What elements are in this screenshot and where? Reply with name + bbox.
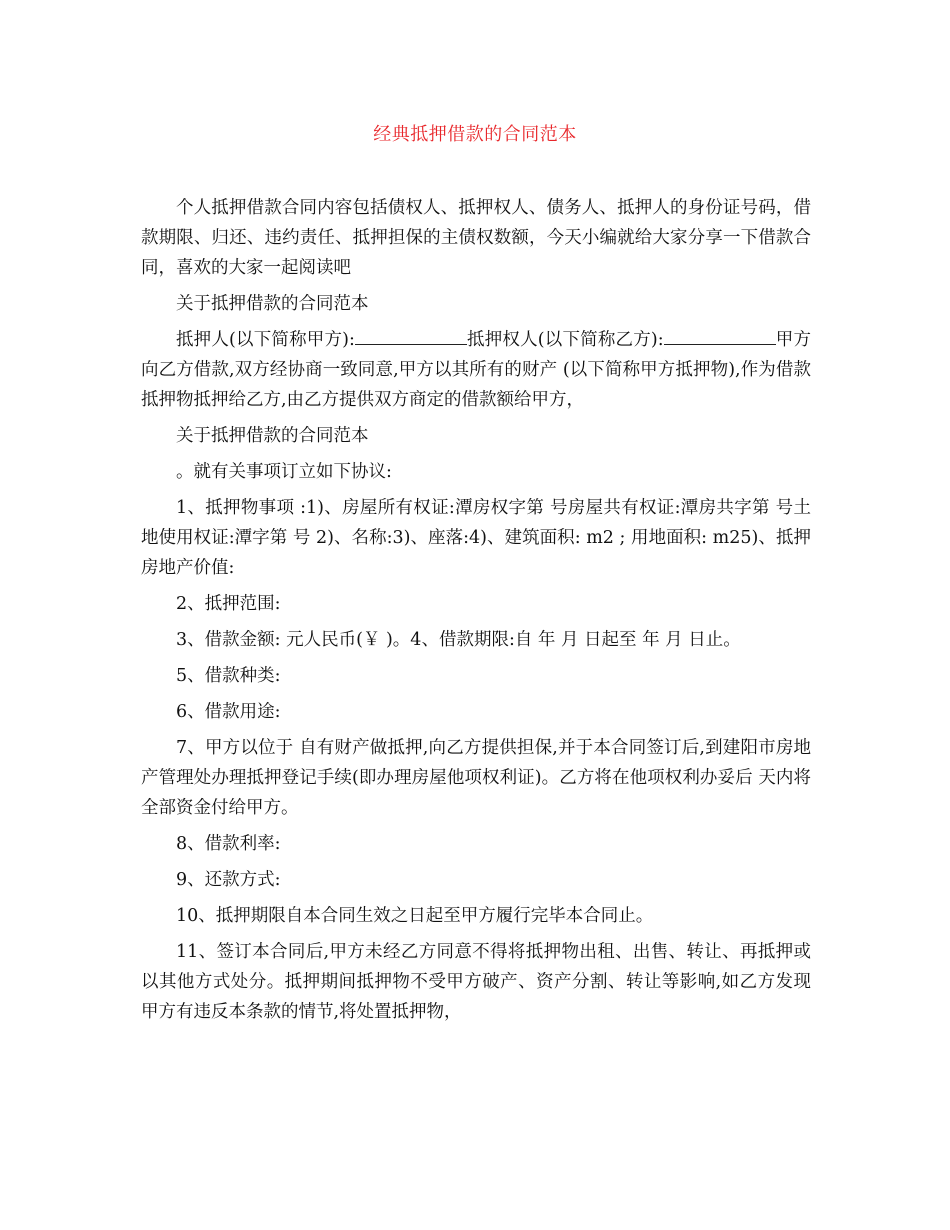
- clause-paragraph: 7、甲方以位于 自有财产做抵押,向乙方提供担保,并于本合同签订后,到建阳市房地产管理处办理抵押登记手续(即办理房屋他项权利证)。乙方将在他项权利办妥后 天内将全部资金付给甲方。: [141, 738, 811, 818]
- section-subtitle: 关于抵押借款的合同范本: [176, 426, 369, 446]
- party-b-blank: [664, 326, 776, 345]
- party-a-label: 抵押人(以下简称甲方):: [176, 330, 355, 350]
- clause-paragraph: 3、借款金额: 元人民币(￥ )。4、借款期限:自 年 月 日起至 年 月 日止。: [176, 630, 741, 650]
- clause-paragraph: 1、抵押物事项 :1)、房屋所有权证:潭房权字第 号房屋共有权证:潭房共字第 号土地使用权证:潭字第 号 2)、名称:3)、座落:4)、建筑面积: m2 ; 用地面积: m25)、抵押房地产价值:: [141, 498, 811, 578]
- agreement-line: 。就有关事项订立如下协议:: [176, 462, 392, 482]
- parties-text: 甲方向乙方借款,双方经协商一致同意,甲方以其所有的财产 (以下简称甲方抵押物),作为借款抵押物抵押给乙方,由乙方提供双方商定的借款额给甲方，: [141, 330, 811, 410]
- parties-paragraph: [141, 325, 811, 415]
- clause-paragraph: 6、借款用途:: [176, 702, 281, 722]
- party-b-label: 抵押权人(以下简称乙方):: [466, 330, 664, 350]
- document-body: [141, 193, 811, 1033]
- clause-paragraph: 9、还款方式:: [176, 870, 281, 890]
- clause-paragraph: 2、抵押范围:: [176, 594, 281, 614]
- clause-paragraph: 11、签订本合同后,甲方未经乙方同意不得将抵押物出租、出售、转让、再抵押或以其他方式处分。抵押期间抵押物不受甲方破产、资产分割、转让等影响,如乙方发现甲方有违反本条款的情节,将处置抵押物，: [141, 942, 811, 1022]
- clause-paragraph: 5、借款种类:: [176, 666, 281, 686]
- section-subtitle: 关于抵押借款的合同范本: [176, 294, 369, 314]
- party-a-blank: [355, 326, 467, 345]
- clause-paragraph: 8、借款利率:: [176, 834, 281, 854]
- document-title: 经典抵押借款的合同范本: [373, 124, 577, 145]
- clause-paragraph: 10、抵押期限自本合同生效之日起至甲方履行完毕本合同止。: [176, 906, 654, 926]
- intro-paragraph: 个人抵押借款合同内容包括债权人、抵押权人、债务人、抵押人的身份证号码，借款期限、归还、违约责任、抵押担保的主债权数额，今天小编就给大家分享一下借款合同，喜欢的大家一起阅读吧: [141, 198, 811, 278]
